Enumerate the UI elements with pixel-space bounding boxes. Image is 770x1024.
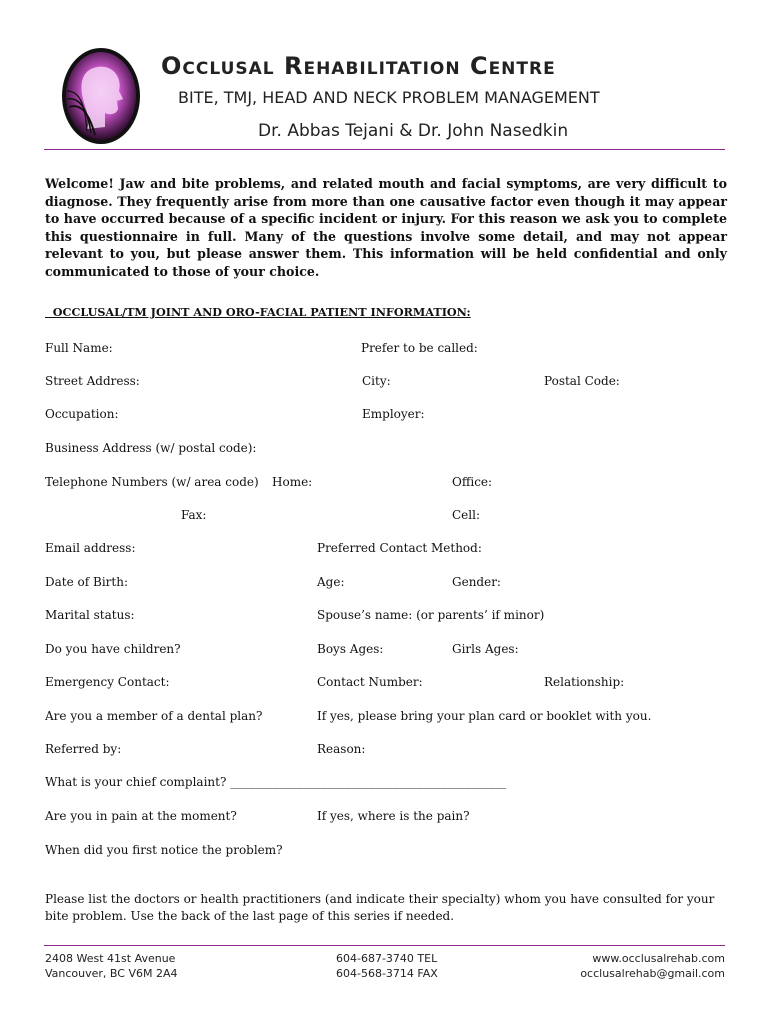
gender-field[interactable]: Gender: (452, 575, 501, 589)
logo-head-icon (61, 47, 141, 145)
pain-location-field[interactable]: If yes, where is the pain? (317, 809, 470, 823)
business-address-field[interactable]: Business Address (w/ postal code): (45, 441, 257, 455)
header-divider (44, 149, 725, 150)
footer-address-line2: Vancouver, BC V6M 2A4 (45, 967, 178, 980)
spouse-name-field[interactable]: Spouse’s name: (or parents’ if minor) (317, 608, 545, 622)
footer-email-link[interactable]: occlusalrehab@gmail.com (580, 967, 725, 980)
reason-field[interactable]: Reason: (317, 742, 366, 756)
home-phone-field[interactable]: Home: (272, 475, 313, 489)
boys-ages-field[interactable]: Boys Ages: (317, 642, 384, 656)
prefer-called-field[interactable]: Prefer to be called: (361, 341, 478, 355)
girls-ages-field[interactable]: Girls Ages: (452, 642, 519, 656)
intro-paragraph: Welcome! Jaw and bite problems, and related mouth and facial symptoms, are very difficult to diagnose. They frequently arise from more than one causative factor even though it may appear to have occurred because of a specific incident or injury. For this reason we ask you to complete this questionnaire in full. Many of the questions involve some detail, and may not appear relevant to you, but please answer them. This information will be held confidential and only communicated to those of your choice. (45, 176, 727, 279)
postal-code-field[interactable]: Postal Code: (544, 374, 620, 388)
doctors-names: Dr. Abbas Tejani & Dr. John Nasedkin (258, 121, 569, 141)
footer-divider (44, 945, 725, 946)
first-notice-field[interactable]: When did you first notice the problem? (45, 843, 283, 857)
emergency-contact-field[interactable]: Emergency Contact: (45, 675, 170, 689)
full-name-field[interactable]: Full Name: (45, 341, 113, 355)
preferred-contact-field[interactable]: Preferred Contact Method: (317, 541, 482, 555)
chief-complaint-field[interactable]: What is your chief complaint? ______________________________________________ (45, 775, 507, 789)
doctors-consulted-note[interactable]: Please list the doctors or health practitioners (and indicate their specialty) whom you have consulted for your bite problem. Use the back of the last page of this series if needed. (45, 892, 715, 923)
referred-by-field[interactable]: Referred by: (45, 742, 122, 756)
footer-fax: 604-568-3714 FAX (336, 967, 438, 980)
relationship-field[interactable]: Relationship: (544, 675, 625, 689)
employer-field[interactable]: Employer: (362, 407, 425, 421)
footer-website-link[interactable]: www.occlusalrehab.com (592, 952, 725, 965)
pain-field[interactable]: Are you in pain at the moment? (45, 809, 237, 823)
contact-number-field[interactable]: Contact Number: (317, 675, 423, 689)
footer-tel: 604-687-3740 TEL (336, 952, 438, 965)
city-field[interactable]: City: (362, 374, 391, 388)
section-title: OCCLUSAL/TM JOINT AND ORO-FACIAL PATIENT INFORMATION: (45, 305, 471, 319)
org-name: Occlusal Rehabilitation Centre (161, 52, 556, 80)
dental-plan-field[interactable]: Are you a member of a dental plan? (45, 709, 263, 723)
org-tagline: BITE, TMJ, HEAD AND NECK PROBLEM MANAGEMENT (178, 88, 600, 107)
footer-address-line1: 2408 West 41st Avenue (45, 952, 176, 965)
email-field[interactable]: Email address: (45, 541, 136, 555)
age-field[interactable]: Age: (317, 575, 345, 589)
children-field[interactable]: Do you have children? (45, 642, 181, 656)
fax-field[interactable]: Fax: (181, 508, 207, 522)
street-address-field[interactable]: Street Address: (45, 374, 140, 388)
telephone-label: Telephone Numbers (w/ area code) (45, 475, 259, 489)
marital-status-field[interactable]: Marital status: (45, 608, 135, 622)
dob-field[interactable]: Date of Birth: (45, 575, 128, 589)
office-phone-field[interactable]: Office: (452, 475, 493, 489)
occupation-field[interactable]: Occupation: (45, 407, 119, 421)
dental-plan-note: If yes, please bring your plan card or booklet with you. (317, 709, 652, 723)
cell-field[interactable]: Cell: (452, 508, 481, 522)
